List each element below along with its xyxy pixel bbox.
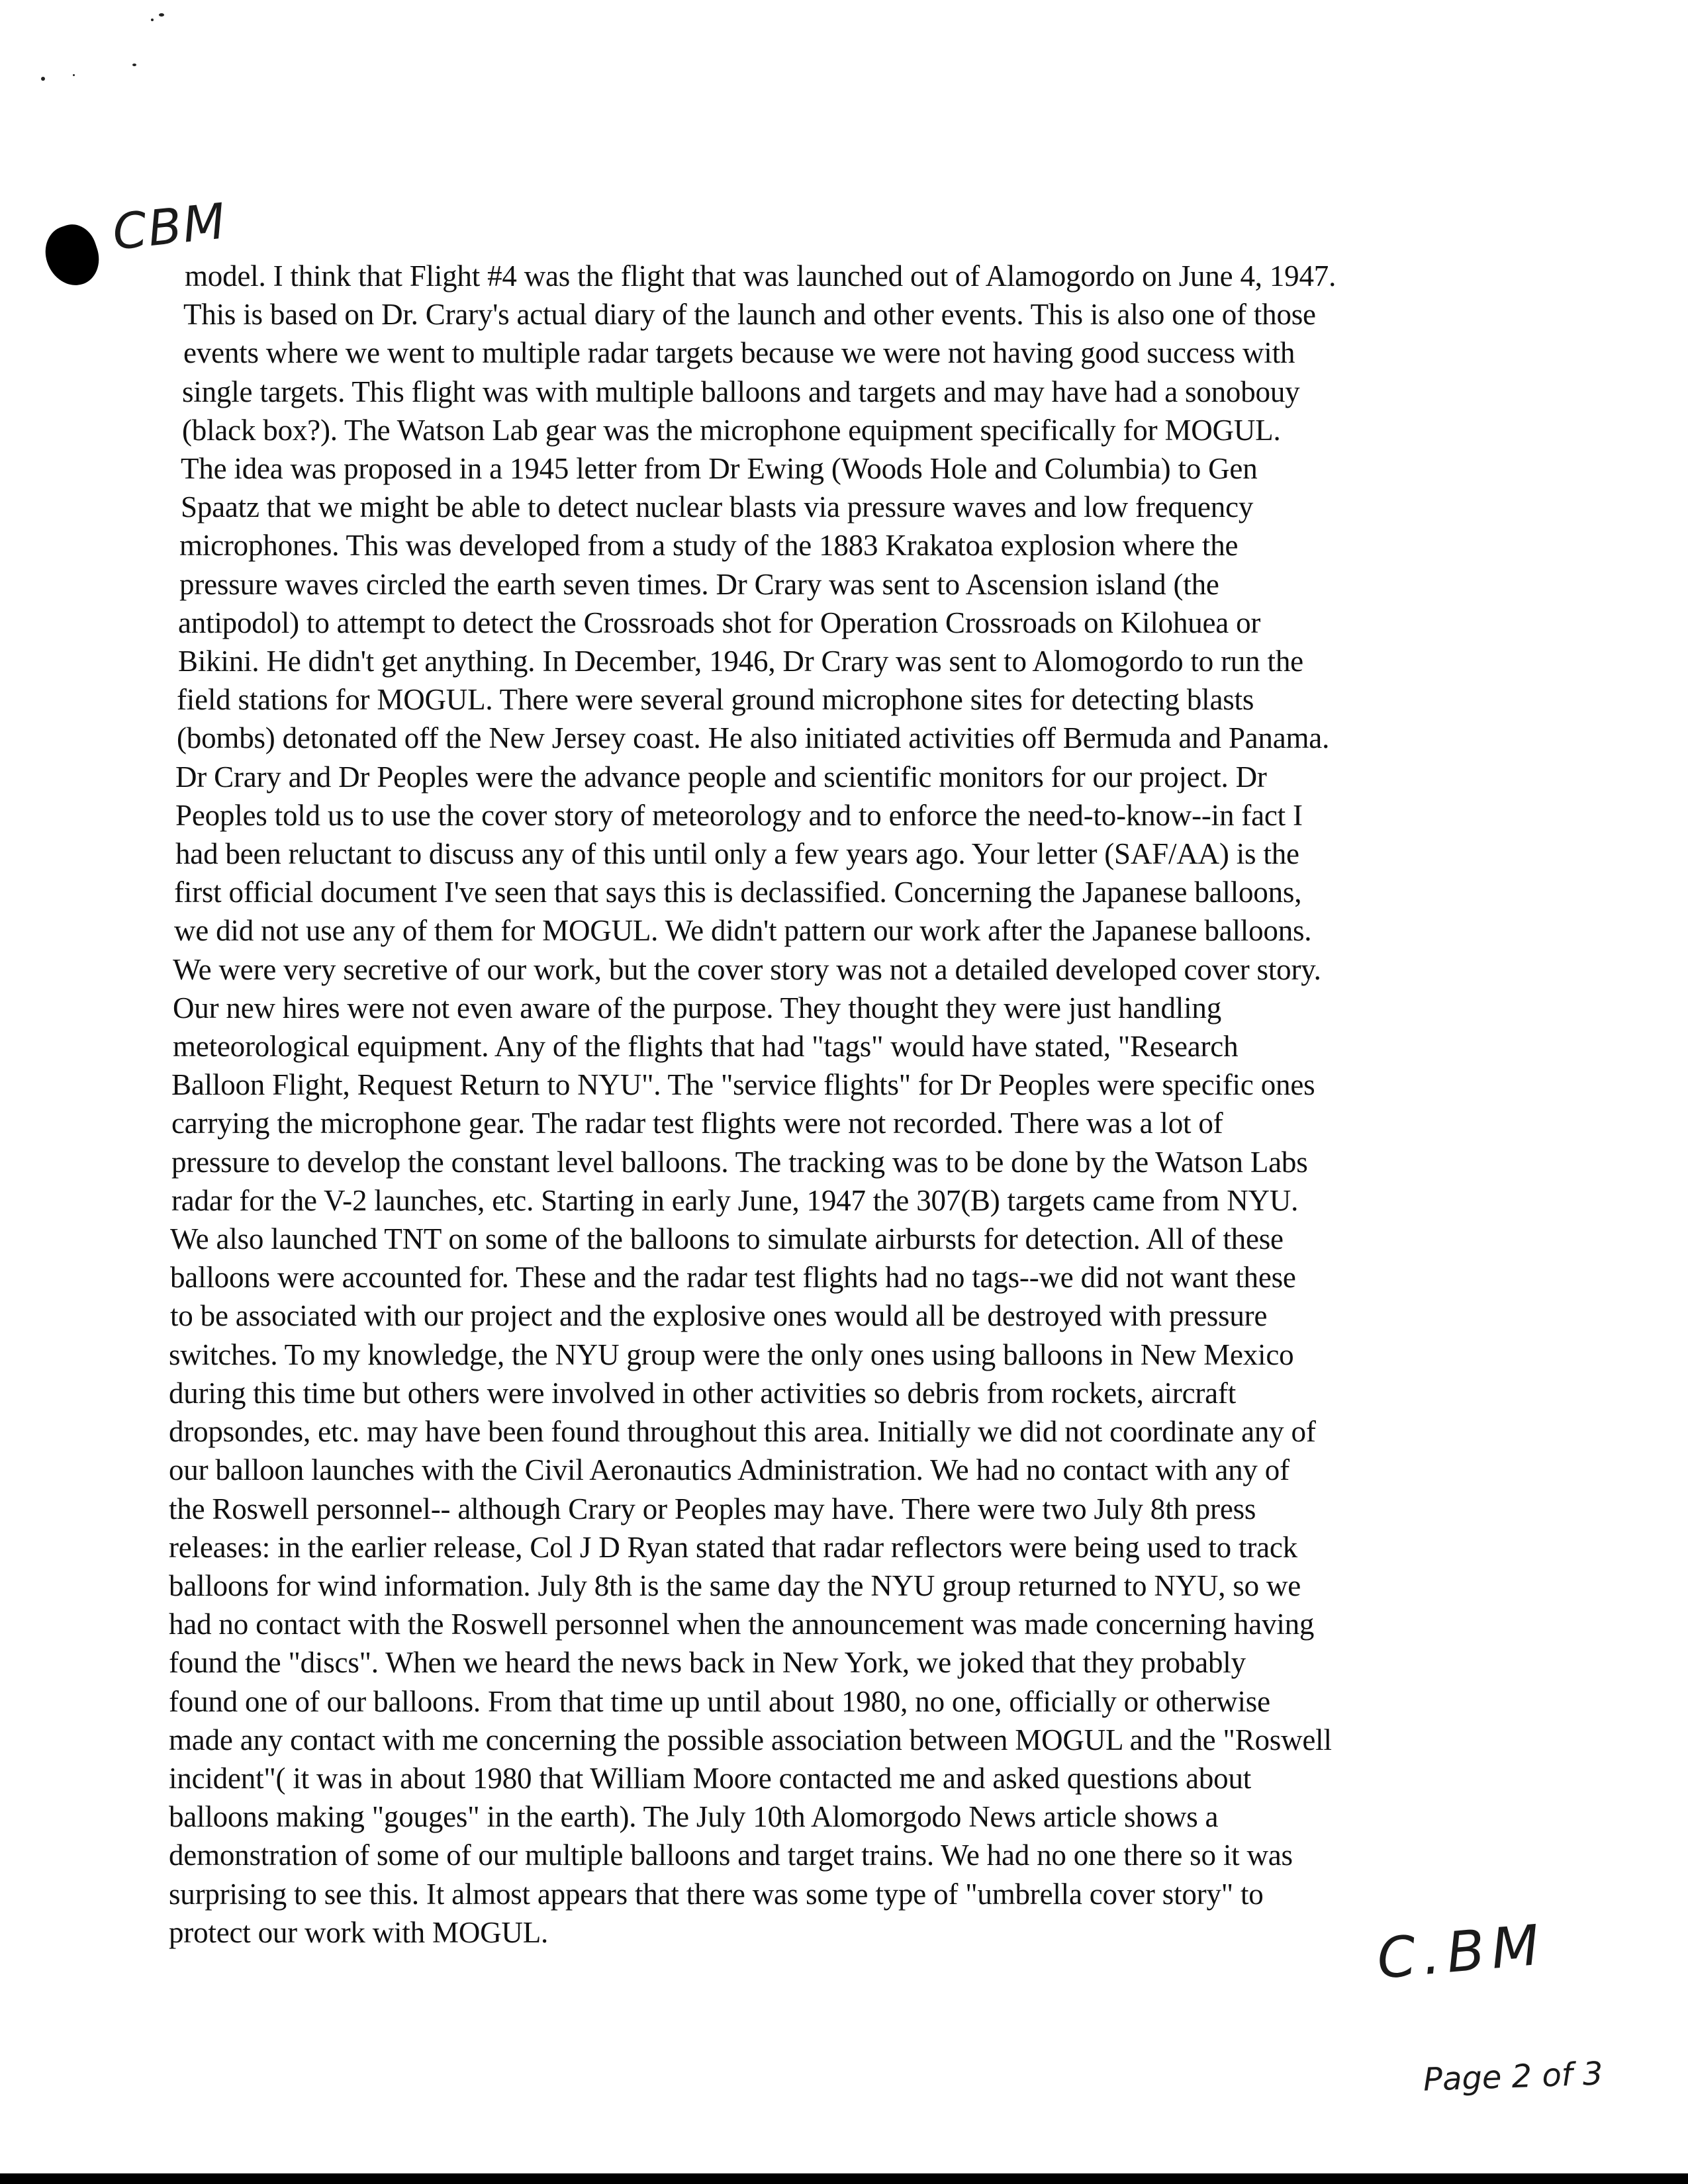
text-line: (black box?). The Watson Lab gear was the microphone equipment specifically for MOGUL.	[182, 413, 1281, 447]
text-line: microphones. This was developed from a study of the 1883 Krakatoa explosion where the	[179, 529, 1239, 563]
text-line: Our new hires were not even aware of the purpose. They thought they were just handling	[173, 991, 1221, 1024]
text-line: made any contact with me concerning the possible association between MOGUL and the "Roswell	[169, 1723, 1332, 1756]
text-line: Peoples told us to use the cover story of meteorology and to enforce the need-to-know--in fact I	[175, 798, 1303, 832]
text-line: demonstration of some of our multiple balloons and target trains. We had no one there so it was	[169, 1839, 1293, 1872]
text-line: meteorological equipment. Any of the flights that had "tags" would have stated, "Research	[173, 1030, 1239, 1064]
text-line: radar for the V-2 launches, etc. Starting in early June, 1947 the 307(B) targets came from NYU.	[171, 1183, 1299, 1217]
handwritten-initials-bottom: C.BM	[1374, 1912, 1549, 1991]
text-line: carrying the microphone gear. The radar test flights were not recorded. There was a lot of	[171, 1107, 1223, 1140]
text-line: Balloon Flight, Request Return to NYU". The "service flights" for Dr Peoples were specific ones	[171, 1068, 1315, 1102]
text-line: protect our work with MOGUL.	[169, 1915, 549, 1949]
text-line: antipodol) to attempt to detect the Crossroads shot for Operation Crossroads on Kilohuea or	[178, 606, 1261, 639]
text-line: had no contact with the Roswell personnel when the announcement was made concerning having	[169, 1608, 1315, 1641]
text-line: pressure to develop the constant level balloons. The tracking was to be done by the Watson Labs	[171, 1145, 1308, 1179]
text-line: found one of our balloons. From that time up until about 1980, no one, officially or otherwise	[169, 1684, 1270, 1718]
text-line: our balloon launches with the Civil Aeronautics Administration. We had no contact with any of	[169, 1453, 1289, 1487]
scan-speck	[132, 64, 136, 66]
text-line: balloons making "gouges" in the earth). The July 10th Alomorgodo News article shows a	[169, 1800, 1219, 1834]
text-line: single targets. This flight was with multiple balloons and targets and may have had a sonobouy	[182, 375, 1300, 408]
text-line: We were very secretive of our work, but the cover story was not a detailed developed cover story.	[173, 952, 1321, 986]
letter-body	[169, 257, 1499, 1952]
text-line: the Roswell personnel-- although Crary or Peoples may have. There were two July 8th press	[169, 1492, 1256, 1525]
text-line: events where we went to multiple radar targets because we were not having good success with	[183, 336, 1295, 370]
text-line: model. I think that Flight #4 was the flight that was launched out of Alamogordo on June 4, 1947.	[185, 259, 1336, 293]
text-line: This is based on Dr. Crary's actual diary of the launch and other events. This is also one of those	[183, 298, 1316, 332]
text-line: incident"( it was in about 1980 that William Moore contacted me and asked questions about	[169, 1761, 1252, 1795]
text-line: field stations for MOGUL. There were several ground microphone sites for detecting blasts	[177, 683, 1254, 717]
handwritten-initials-top: CBM	[109, 193, 230, 261]
text-line: releases: in the earlier release, Col J D Ryan stated that radar reflectors were being used to track	[169, 1530, 1297, 1564]
text-line: first official document I've seen that says this is declassified. Concerning the Japanese balloons,	[174, 876, 1302, 909]
text-line: surprising to see this. It almost appears that there was some type of "umbrella cover story" to	[169, 1877, 1264, 1911]
text-line: Bikini. He didn't get anything. In December, 1946, Dr Crary was sent to Alomogordo to run the	[178, 645, 1303, 678]
text-line: during this time but others were involved in other activities so debris from rockets, aircraft	[169, 1376, 1237, 1410]
text-line: to be associated with our project and the explosive ones would all be destroyed with pressure	[170, 1299, 1268, 1333]
text-line: The idea was proposed in a 1945 letter from Dr Ewing (Woods Hole and Columbia) to Gen	[181, 452, 1258, 486]
text-line: We also launched TNT on some of the balloons to simulate airbursts for detection. All of these	[170, 1222, 1284, 1256]
text-line: balloons were accounted for. These and the radar test flights had no tags--we did not want these	[170, 1261, 1296, 1295]
scan-speck	[41, 77, 45, 81]
text-line: (bombs) detonated off the New Jersey coast. He also initiated activities off Bermuda and Panama.	[177, 721, 1330, 755]
text-line: balloons for wind information. July 8th is the same day the NYU group returned to NYU, so we	[169, 1569, 1301, 1602]
handwritten-page-number: Page 2 of 3	[1423, 2055, 1604, 2099]
scan-speck	[73, 74, 75, 76]
text-line: we did not use any of them for MOGUL. We didn't pattern our work after the Japanese balloons.	[174, 914, 1312, 948]
text-line: had been reluctant to discuss any of this until only a few years ago. Your letter (SAF/AA) is the	[175, 837, 1299, 871]
text-line: switches. To my knowledge, the NYU group were the only ones using balloons in New Mexico	[169, 1338, 1294, 1371]
hole-punch-mark	[38, 218, 107, 293]
scan-speck	[151, 19, 154, 21]
scan-edge-bar	[0, 2173, 1688, 2184]
text-line: found the "discs". When we heard the news back in New York, we joked that they probably	[169, 1646, 1246, 1680]
text-line: Spaatz that we might be able to detect nuclear blasts via pressure waves and low frequency	[181, 490, 1254, 524]
text-line: Dr Crary and Dr Peoples were the advance people and scientific monitors for our project. Dr	[175, 760, 1267, 794]
text-line: pressure waves circled the earth seven times. Dr Crary was sent to Ascension island (the	[179, 567, 1219, 601]
scan-speck	[159, 13, 164, 17]
text-line: dropsondes, etc. may have been found throughout this area. Initially we did not coordinate any of	[169, 1415, 1316, 1449]
